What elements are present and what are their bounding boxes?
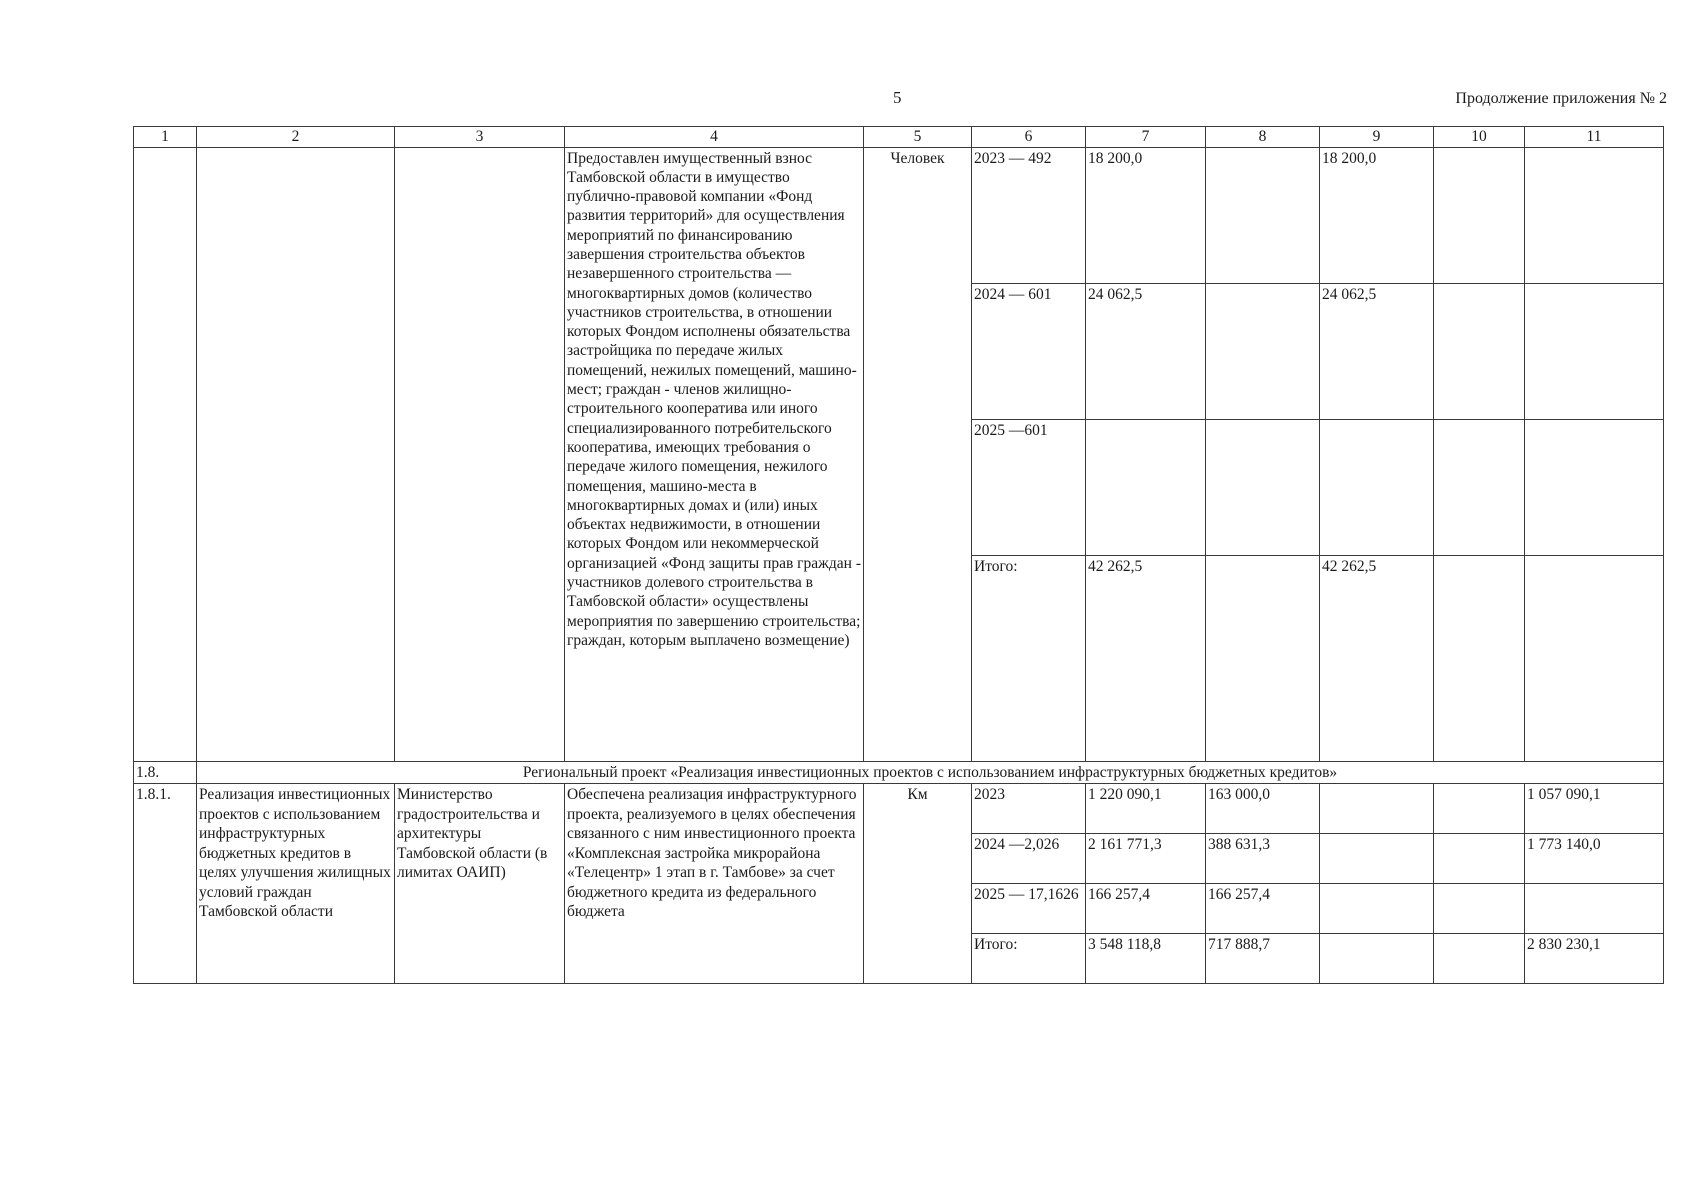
block-a-value (1525, 147, 1664, 283)
block-a-value: 18 200,0 (1320, 147, 1434, 283)
row-1-8-1-value (1320, 784, 1434, 834)
row-1-8-1-value (1434, 784, 1525, 834)
section-number: 1.8. (134, 761, 197, 784)
block-a-value (1086, 419, 1206, 555)
block-a-value (1434, 147, 1525, 283)
col-num-1: 1 (134, 127, 197, 148)
row-1-8-1-value: 166 257,4 (1206, 884, 1320, 934)
block-a-total: 42 262,5 (1320, 555, 1434, 761)
block-a-year: 2023 — 492 (972, 147, 1086, 283)
block-a-value: 18 200,0 (1086, 147, 1206, 283)
block-a-num-cell (134, 147, 197, 761)
col-num-4: 4 (565, 127, 864, 148)
block-a-total (1206, 555, 1320, 761)
row-1-8-1-value (1434, 884, 1525, 934)
appendix-note: Продолжение приложения № 2 (1455, 90, 1667, 107)
row-1-8-1-value: 163 000,0 (1206, 784, 1320, 834)
row-1-8-1-value: 166 257,4 (1086, 884, 1206, 934)
block-a-total-label: Итого: (972, 555, 1086, 761)
block-a-value (1525, 419, 1664, 555)
row-1-8-1-total: 3 548 118,8 (1086, 934, 1206, 984)
block-a-total (1525, 555, 1664, 761)
row-1-8-1-total (1320, 934, 1434, 984)
block-a-name-cell (197, 147, 395, 761)
row-1-8-1-description: Обеспечена реализация инфраструктурного проекта, реализуемого в целях обеспечения связанного с ним инвестиционного проекта «Комплексная застройка микрорайона «Телецентр» 1 этап в г. Тамбове» за счет бюджетного кредита из федерального бюджета (565, 784, 864, 984)
block-a-value (1206, 147, 1320, 283)
block-a-value (1206, 283, 1320, 419)
row-1-8-1-num: 1.8.1. (134, 784, 197, 984)
col-num-3: 3 (395, 127, 565, 148)
block-a-value (1206, 419, 1320, 555)
section-title: Региональный проект «Реализация инвестиционных проектов с использованием инфраструктурных бюджетных кредитов» (197, 761, 1664, 784)
col-num-8: 8 (1206, 127, 1320, 148)
block-a-year: 2024 — 601 (972, 283, 1086, 419)
col-num-10: 10 (1434, 127, 1525, 148)
col-num-5: 5 (864, 127, 972, 148)
row-1-8-1-year: 2024 —2,026 (972, 834, 1086, 884)
row-1-8-1-executor: Министерство градостроительства и архитектуры Тамбовской области (в лимитах ОАИП) (395, 784, 565, 984)
row-1-8-1-total: 2 830 230,1 (1525, 934, 1664, 984)
row-1-8-1-value (1434, 834, 1525, 884)
col-num-6: 6 (972, 127, 1086, 148)
block-a-value (1320, 419, 1434, 555)
row-1-8-1-unit: Км (864, 784, 972, 984)
block-a-value: 24 062,5 (1086, 283, 1206, 419)
program-table (133, 126, 1664, 984)
row-1-8-1-total: 717 888,7 (1206, 934, 1320, 984)
row-1-8-1-name: Реализация инвестиционных проектов с использованием инфраструктурных бюджетных кредитов в целях улучшения жилищных условий граждан Тамбовской области (197, 784, 395, 984)
row-1-8-1-value: 1 220 090,1 (1086, 784, 1206, 834)
page-number: 5 (893, 88, 902, 107)
col-num-11: 11 (1525, 127, 1664, 148)
table-row (134, 147, 1664, 283)
row-1-8-1-value: 1 773 140,0 (1525, 834, 1664, 884)
col-num-2: 2 (197, 127, 395, 148)
row-1-8-1-value (1525, 884, 1664, 934)
block-a-value: 24 062,5 (1320, 283, 1434, 419)
block-a-description: Предоставлен имущественный взнос Тамбовской области в имущество публично-правовой компании «Фонд развития территорий» для осуществления мероприятий по финансированию завершения строительства объектов незавершенного строительства — многоквартирных домов (количество участников строительства, в отношении которых Фондом исполнены обязательства застройщика по передаче жилых помещений, нежилых помещений, машино-мест; граждан - членов жилищно-строительного кооператива или иного специализированного потребительского кооператива, имеющих требования о передаче жилого помещения, нежилого помещения, машино-места в многоквартирных домах и (или) иных объектах недвижимости, в отношении которых Фондом или некоммерческой организацией «Фонд защиты прав граждан - участников долевого строительства в Тамбовской области» осуществлены мероприятия по завершению строительства; граждан, которым выплачено возмещение) (565, 147, 864, 761)
block-a-total (1434, 555, 1525, 761)
section-row (134, 761, 1664, 784)
row-1-8-1-total-label: Итого: (972, 934, 1086, 984)
block-a-value (1434, 283, 1525, 419)
row-1-8-1-value: 2 161 771,3 (1086, 834, 1206, 884)
row-1-8-1-year: 2023 (972, 784, 1086, 834)
block-a-executor-cell (395, 147, 565, 761)
row-1-8-1-value: 1 057 090,1 (1525, 784, 1664, 834)
col-num-9: 9 (1320, 127, 1434, 148)
col-num-7: 7 (1086, 127, 1206, 148)
block-a-total: 42 262,5 (1086, 555, 1206, 761)
block-a-unit: Человек (864, 147, 972, 761)
row-1-8-1-value (1320, 884, 1434, 934)
block-a-year: 2025 —601 (972, 419, 1086, 555)
row-1-8-1-value (1320, 834, 1434, 884)
row-1-8-1-value: 388 631,3 (1206, 834, 1320, 884)
row-1-8-1-year: 2025 — 17,1626 (972, 884, 1086, 934)
block-a-value (1525, 283, 1664, 419)
column-number-row (134, 127, 1664, 148)
row-1-8-1-total (1434, 934, 1525, 984)
block-a-value (1434, 419, 1525, 555)
table-row (134, 784, 1664, 834)
